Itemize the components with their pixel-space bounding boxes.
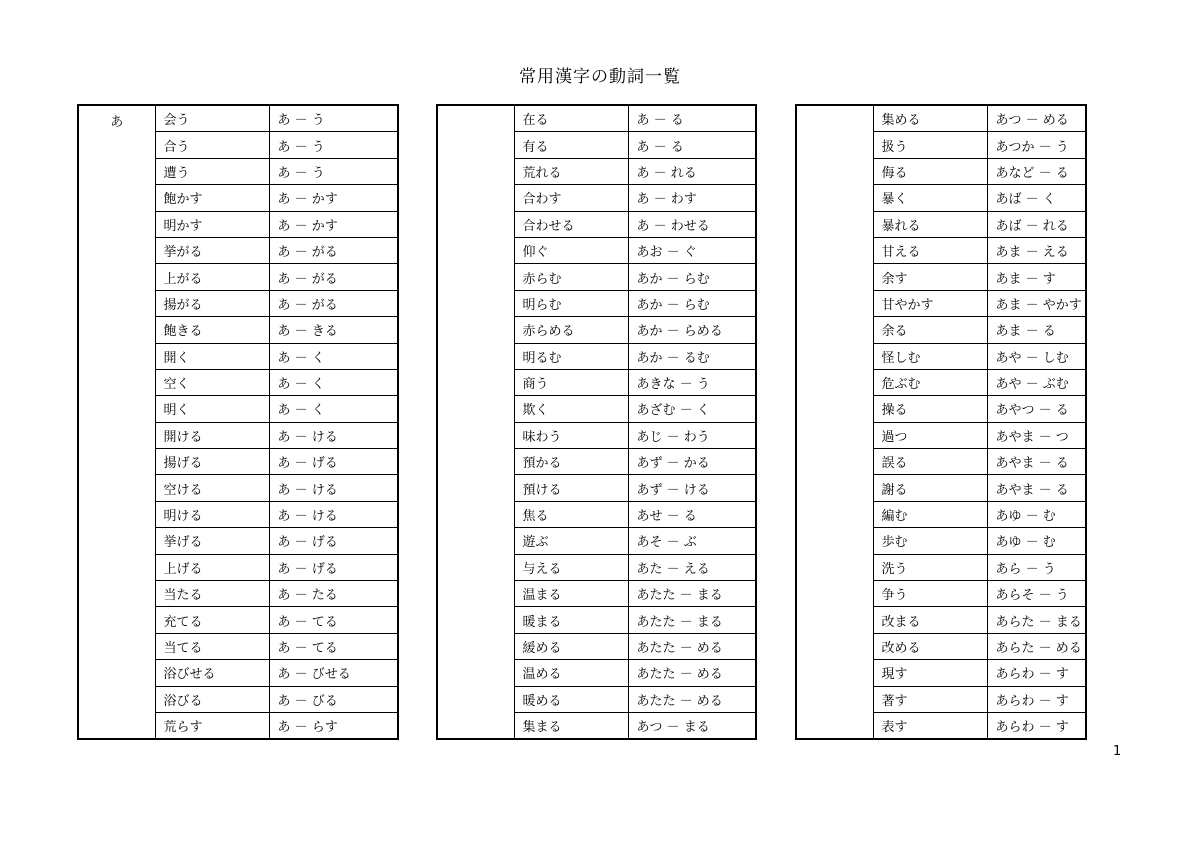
verb-cell: 浴びる: [155, 686, 269, 712]
reading-cell: あま － やかす: [987, 290, 1086, 316]
reading-cell: あじ － わう: [628, 422, 756, 448]
reading-cell: あ － げる: [269, 554, 398, 580]
reading-cell: あか － るむ: [628, 343, 756, 369]
page-number: 1: [1113, 744, 1122, 759]
verb-cell: 空ける: [155, 475, 269, 501]
verb-cell: 欺く: [514, 396, 628, 422]
verb-cell: 集まる: [514, 712, 628, 739]
reading-cell: あ － る: [628, 132, 756, 158]
group-label: あ: [110, 115, 124, 130]
verb-cell: 開ける: [155, 422, 269, 448]
verb-cell: 暴く: [873, 185, 987, 211]
reading-cell: あま － る: [987, 317, 1086, 343]
reading-cell: あたた － まる: [628, 607, 756, 633]
verb-cell: 焦る: [514, 501, 628, 527]
reading-cell: あ － たる: [269, 581, 398, 607]
reading-cell: あた － える: [628, 554, 756, 580]
reading-cell: あ － きる: [269, 317, 398, 343]
verb-cell: 緩める: [514, 633, 628, 659]
reading-cell: あやま － る: [987, 475, 1086, 501]
reading-cell: あ － ける: [269, 422, 398, 448]
reading-cell: あたた － める: [628, 686, 756, 712]
reading-cell: あ － ける: [269, 475, 398, 501]
verb-cell: 明ける: [155, 501, 269, 527]
verb-cell: 暖まる: [514, 607, 628, 633]
verb-table-column-2: [436, 104, 757, 740]
verb-cell: 合わせる: [514, 211, 628, 237]
reading-cell: あ － らす: [269, 712, 398, 739]
reading-cell: あやま － つ: [987, 422, 1086, 448]
verb-cell: 当たる: [155, 581, 269, 607]
verb-cell: 空く: [155, 369, 269, 395]
verb-cell: 預ける: [514, 475, 628, 501]
verb-cell: 誤る: [873, 449, 987, 475]
reading-cell: あやつ － る: [987, 396, 1086, 422]
reading-cell: あや － ぶむ: [987, 369, 1086, 395]
reading-cell: あま － える: [987, 237, 1086, 263]
verb-cell: 遊ぶ: [514, 528, 628, 554]
reading-cell: あ － る: [628, 105, 756, 132]
verb-cell: 甘える: [873, 237, 987, 263]
verb-cell: 洗う: [873, 554, 987, 580]
verb-cell: 有る: [514, 132, 628, 158]
verb-cell: 浴びせる: [155, 660, 269, 686]
reading-cell: あらそ － う: [987, 581, 1086, 607]
reading-cell: あ － う: [269, 105, 398, 132]
reading-cell: あ － く: [269, 343, 398, 369]
table-row: [437, 105, 756, 132]
reading-cell: あか － らむ: [628, 290, 756, 316]
verb-cell: 商う: [514, 369, 628, 395]
reading-cell: あ － く: [269, 396, 398, 422]
reading-cell: あ － びせる: [269, 660, 398, 686]
verb-table-column-1: [77, 104, 399, 740]
verb-cell: 暴れる: [873, 211, 987, 237]
verb-cell: 遭う: [155, 158, 269, 184]
reading-cell: あ － げる: [269, 449, 398, 475]
reading-cell: あお － ぐ: [628, 237, 756, 263]
verb-cell: 飽きる: [155, 317, 269, 343]
verb-cell: 会う: [155, 105, 269, 132]
reading-cell: あ － てる: [269, 633, 398, 659]
reading-cell: あゆ － む: [987, 501, 1086, 527]
verb-cell: 揚げる: [155, 449, 269, 475]
reading-cell: あゆ － む: [987, 528, 1086, 554]
reading-cell: あ － げる: [269, 528, 398, 554]
reading-cell: あつか － う: [987, 132, 1086, 158]
verb-cell: 著す: [873, 686, 987, 712]
verb-cell: 扱う: [873, 132, 987, 158]
verb-cell: 在る: [514, 105, 628, 132]
reading-cell: あそ － ぶ: [628, 528, 756, 554]
verb-cell: 改まる: [873, 607, 987, 633]
reading-cell: あば － く: [987, 185, 1086, 211]
reading-cell: あつ － まる: [628, 712, 756, 739]
reading-cell: あざむ － く: [628, 396, 756, 422]
reading-cell: あたた － める: [628, 660, 756, 686]
reading-cell: あやま － る: [987, 449, 1086, 475]
verb-cell: 当てる: [155, 633, 269, 659]
verb-cell: 明かす: [155, 211, 269, 237]
reading-cell: あず － ける: [628, 475, 756, 501]
reading-cell: あか － らめる: [628, 317, 756, 343]
reading-cell: あや － しむ: [987, 343, 1086, 369]
reading-cell: あなど － る: [987, 158, 1086, 184]
reading-cell: あらた － める: [987, 633, 1086, 659]
verb-cell: 上がる: [155, 264, 269, 290]
verb-cell: 味わう: [514, 422, 628, 448]
reading-cell: あ － がる: [269, 290, 398, 316]
verb-cell: 赤らめる: [514, 317, 628, 343]
verb-cell: 表す: [873, 712, 987, 739]
page-title: 常用漢字の動詞一覧: [519, 67, 681, 87]
verb-cell: 温める: [514, 660, 628, 686]
verb-cell: 開く: [155, 343, 269, 369]
reading-cell: あ － がる: [269, 264, 398, 290]
reading-cell: あたた － まる: [628, 581, 756, 607]
verb-cell: 合う: [155, 132, 269, 158]
verb-cell: 歩む: [873, 528, 987, 554]
reading-cell: あたた － める: [628, 633, 756, 659]
verb-cell: 飽かす: [155, 185, 269, 211]
verb-cell: 荒れる: [514, 158, 628, 184]
verb-cell: 甘やかす: [873, 290, 987, 316]
reading-cell: あ － れる: [628, 158, 756, 184]
verb-cell: 明らむ: [514, 290, 628, 316]
reading-cell: あらわ － す: [987, 660, 1086, 686]
verb-cell: 充てる: [155, 607, 269, 633]
reading-cell: あば － れる: [987, 211, 1086, 237]
verb-cell: 改める: [873, 633, 987, 659]
verb-cell: 挙げる: [155, 528, 269, 554]
reading-cell: あ － う: [269, 132, 398, 158]
reading-cell: あ － わす: [628, 185, 756, 211]
reading-cell: あきな － う: [628, 369, 756, 395]
verb-cell: 侮る: [873, 158, 987, 184]
verb-cell: 預かる: [514, 449, 628, 475]
verb-cell: 荒らす: [155, 712, 269, 739]
reading-cell: あ － わせる: [628, 211, 756, 237]
reading-cell: あせ － る: [628, 501, 756, 527]
verb-cell: 集める: [873, 105, 987, 132]
reading-cell: あ － う: [269, 158, 398, 184]
verb-cell: 明く: [155, 396, 269, 422]
reading-cell: あ － かす: [269, 185, 398, 211]
reading-cell: あつ － める: [987, 105, 1086, 132]
verb-cell: 暖める: [514, 686, 628, 712]
reading-cell: あらた － まる: [987, 607, 1086, 633]
verb-cell: 与える: [514, 554, 628, 580]
verb-cell: 仰ぐ: [514, 237, 628, 263]
reading-cell: あら － う: [987, 554, 1086, 580]
reading-cell: あらわ － す: [987, 712, 1086, 739]
verb-cell: 余る: [873, 317, 987, 343]
verb-cell: 挙がる: [155, 237, 269, 263]
verb-table-column-3: [795, 104, 1087, 740]
verb-cell: 余す: [873, 264, 987, 290]
reading-cell: あ － てる: [269, 607, 398, 633]
verb-cell: 謝る: [873, 475, 987, 501]
reading-cell: あ － がる: [269, 237, 398, 263]
reading-cell: あか － らむ: [628, 264, 756, 290]
verb-cell: 争う: [873, 581, 987, 607]
verb-cell: 揚がる: [155, 290, 269, 316]
verb-cell: 危ぶむ: [873, 369, 987, 395]
verb-cell: 操る: [873, 396, 987, 422]
verb-cell: 赤らむ: [514, 264, 628, 290]
reading-cell: あ － ける: [269, 501, 398, 527]
verb-cell: 合わす: [514, 185, 628, 211]
verb-cell: 編む: [873, 501, 987, 527]
verb-cell: 現す: [873, 660, 987, 686]
reading-cell: あ － かす: [269, 211, 398, 237]
verb-cell: 怪しむ: [873, 343, 987, 369]
group-label: [437, 105, 514, 739]
group-label: [796, 105, 873, 739]
reading-cell: あま － す: [987, 264, 1086, 290]
table-row: [796, 105, 1086, 132]
reading-cell: あず － かる: [628, 449, 756, 475]
verb-cell: 上げる: [155, 554, 269, 580]
reading-cell: あらわ － す: [987, 686, 1086, 712]
verb-cell: 温まる: [514, 581, 628, 607]
reading-cell: あ － びる: [269, 686, 398, 712]
verb-cell: 明るむ: [514, 343, 628, 369]
verb-cell: 過つ: [873, 422, 987, 448]
table-row: [78, 105, 398, 132]
reading-cell: あ － く: [269, 369, 398, 395]
